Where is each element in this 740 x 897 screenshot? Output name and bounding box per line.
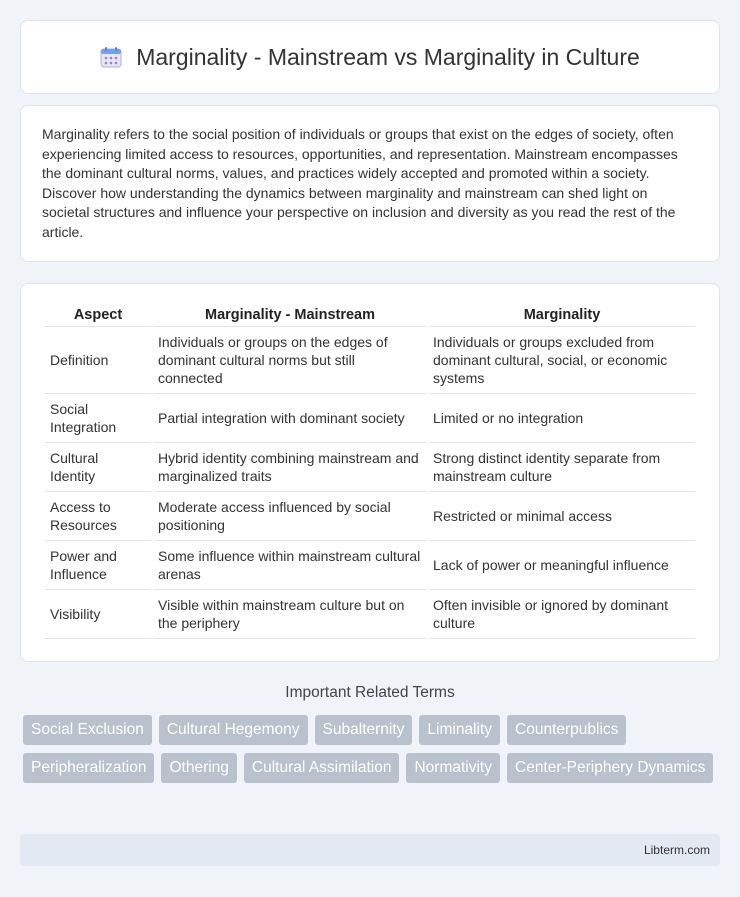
tag-center-periphery-dynamics[interactable]: Center-Periphery Dynamics <box>507 753 713 783</box>
table-row <box>45 327 695 394</box>
cell-marginality: Often invisible or ignored by dominant culture <box>429 590 695 639</box>
footer <box>20 834 720 866</box>
cell-aspect: Access to Resources <box>45 492 151 541</box>
cell-marginality: Lack of power or meaningful influence <box>429 541 695 590</box>
cell-mainstream: Visible within mainstream culture but on the periphery <box>154 590 426 639</box>
cell-marginality: Limited or no integration <box>429 394 695 443</box>
header-aspect: Aspect <box>45 302 151 327</box>
intro-text: Marginality refers to the social position of individuals or groups that exist on the edges of society, often experiencing limited access to resources, opportunities, and representation. Mainstream encompasses the dominant cultural norms, values, and practices widely accepted and promoted within a society. Discover how understanding the dynamics between marginality and mainstream can shed light on societal structures and influence your perspective on inclusion and diversity as you read the rest of the article. <box>42 126 678 240</box>
tag-liminality[interactable]: Liminality <box>419 715 500 745</box>
header-marginality: Marginality <box>429 302 695 327</box>
title-card <box>20 20 720 94</box>
cell-mainstream: Partial integration with dominant society <box>154 394 426 443</box>
cell-aspect: Cultural Identity <box>45 443 151 492</box>
related-terms-title: Important Related Terms <box>285 684 455 701</box>
tag-cultural-hegemony[interactable]: Cultural Hegemony <box>159 715 308 745</box>
header-marginality-mainstream: Marginality - Mainstream <box>154 302 426 327</box>
cell-mainstream: Some influence within mainstream cultural arenas <box>154 541 426 590</box>
table-header-row <box>45 302 695 327</box>
cell-mainstream: Individuals or groups on the edges of dominant cultural norms but still connected <box>154 327 426 394</box>
comparison-table-card <box>20 283 720 662</box>
footer-site-link[interactable]: Libterm.com <box>643 843 710 857</box>
tag-peripheralization[interactable]: Peripheralization <box>23 753 154 783</box>
cell-marginality: Restricted or minimal access <box>429 492 695 541</box>
table-row <box>45 541 695 590</box>
cell-marginality: Individuals or groups excluded from dominant cultural, social, or economic systems <box>429 327 695 394</box>
cell-aspect: Visibility <box>45 590 151 639</box>
related-terms-list <box>23 715 723 783</box>
cell-mainstream: Hybrid identity combining mainstream and marginalized traits <box>154 443 426 492</box>
table-row <box>45 590 695 639</box>
tag-cultural-assimilation[interactable]: Cultural Assimilation <box>244 753 400 783</box>
table-row <box>45 492 695 541</box>
cell-mainstream: Moderate access influenced by social positioning <box>154 492 426 541</box>
cell-aspect: Power and Influence <box>45 541 151 590</box>
tag-subalternity[interactable]: Subalternity <box>315 715 413 745</box>
cell-marginality: Strong distinct identity separate from mainstream culture <box>429 443 695 492</box>
cell-aspect: Social Integration <box>45 394 151 443</box>
tag-othering[interactable]: Othering <box>161 753 236 783</box>
tag-counterpublics[interactable]: Counterpublics <box>507 715 626 745</box>
table-row <box>45 394 695 443</box>
tag-normativity[interactable]: Normativity <box>406 753 500 783</box>
comparison-table <box>42 302 698 639</box>
page-title: Marginality - Mainstream vs Marginality in Culture <box>136 43 640 70</box>
tag-social-exclusion[interactable]: Social Exclusion <box>23 715 152 745</box>
table-row <box>45 443 695 492</box>
intro-card <box>20 105 720 262</box>
calendar-icon <box>100 46 122 68</box>
cell-aspect: Definition <box>45 327 151 394</box>
